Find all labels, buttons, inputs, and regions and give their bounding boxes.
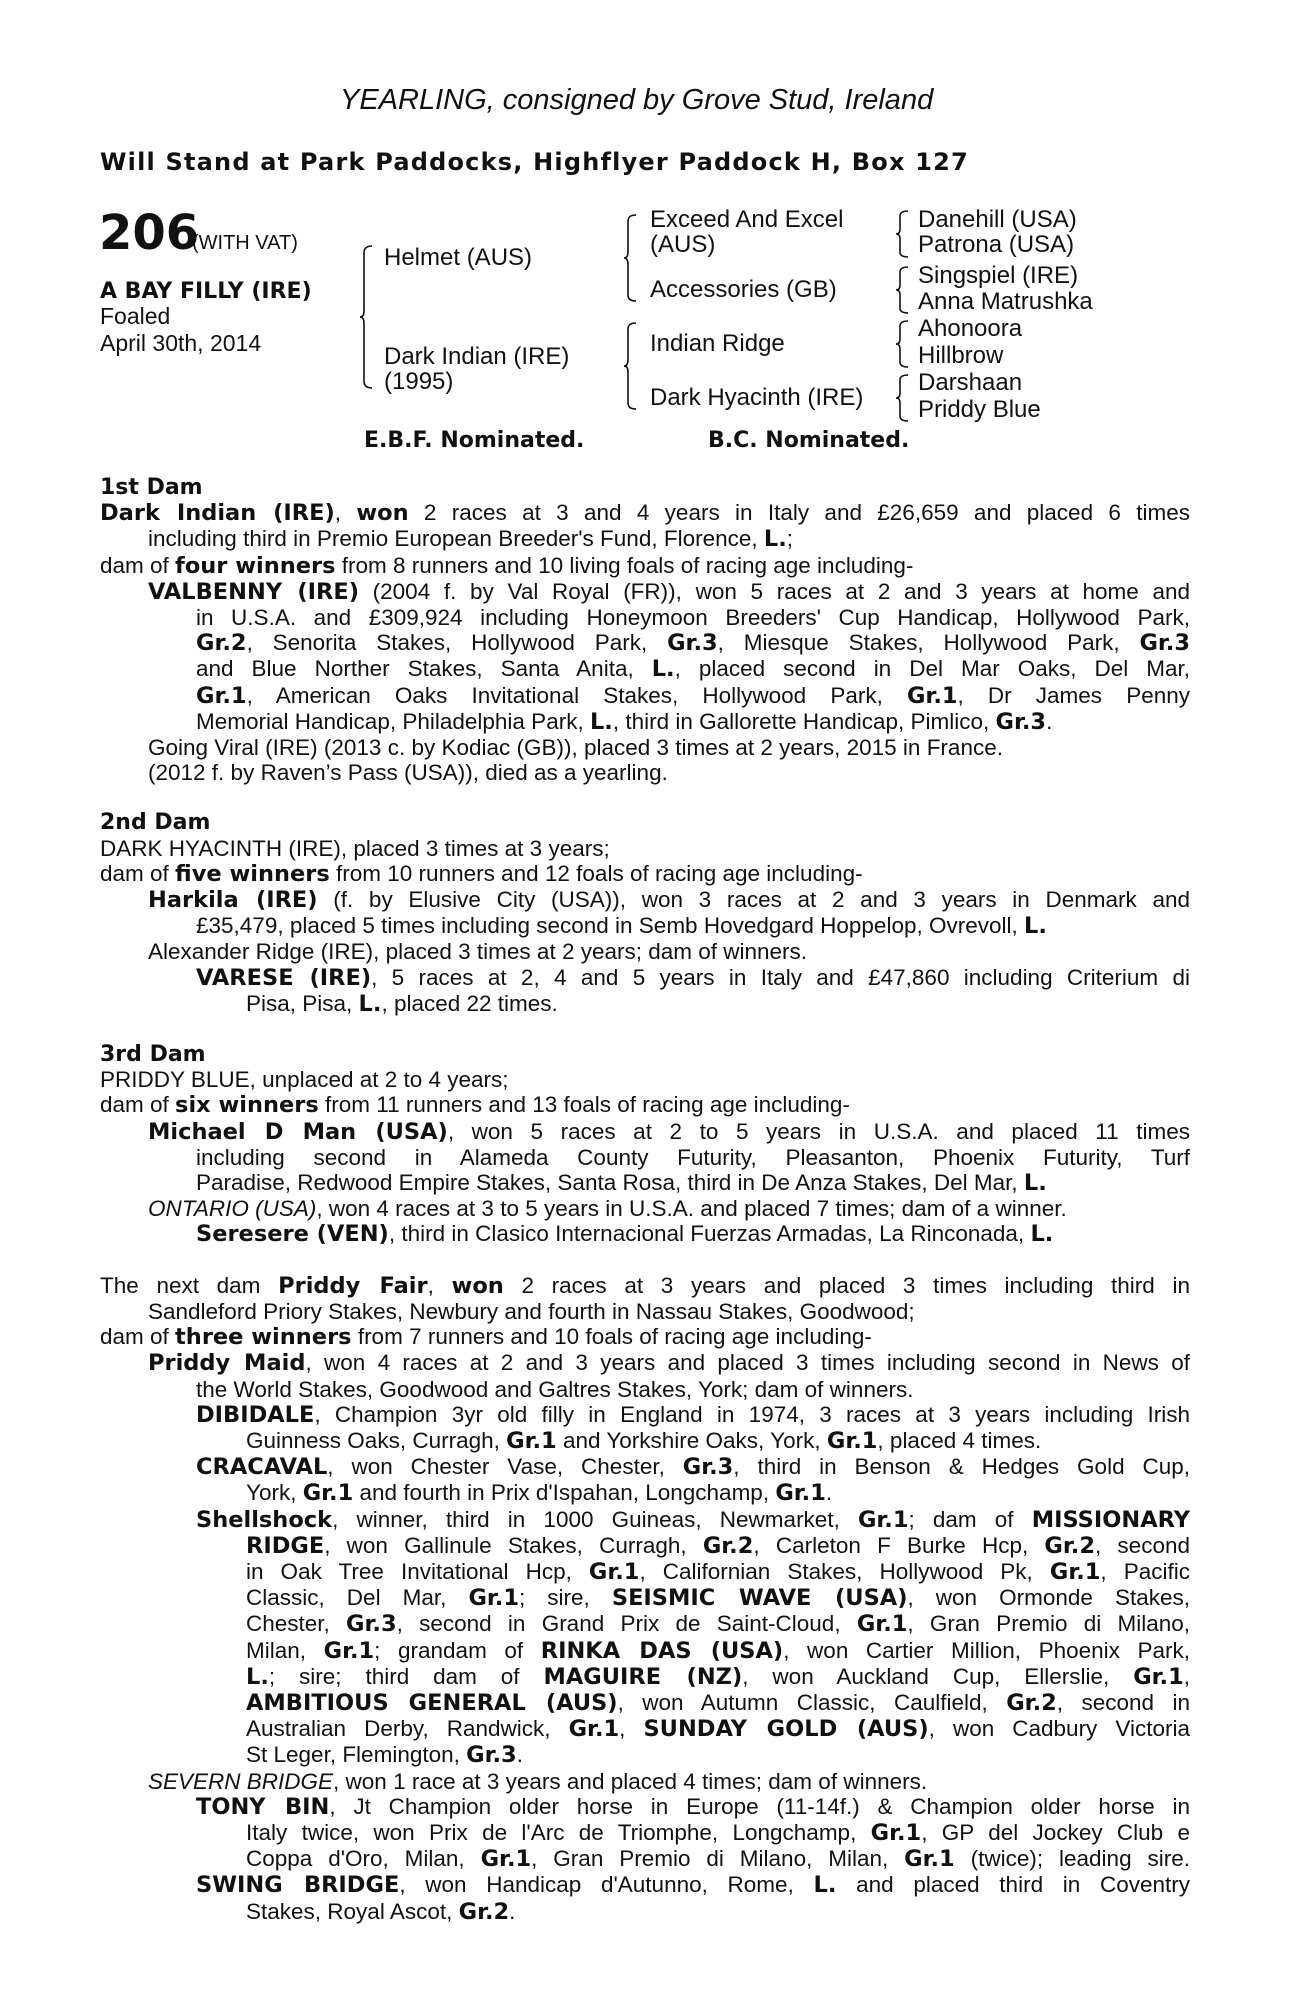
first-dam-line [100, 526, 1190, 552]
text: , won Cadbury Victoria [928, 1716, 1190, 1742]
progeny-line [100, 1611, 1190, 1637]
sire-sire-line1: Exceed And Excel [650, 206, 844, 233]
text: , Pacific [1100, 1558, 1190, 1584]
won-label: won [451, 1272, 504, 1299]
text: £35,479, placed 5 times including second in Semb Hovedgard Hoppelop, Ovrevoll, [196, 913, 1024, 939]
next-dam-line [100, 1273, 1190, 1299]
grade: Gr.2 [1044, 1532, 1095, 1559]
grade: L. [246, 1663, 269, 1690]
progeny-line [100, 1585, 1190, 1611]
grade: Gr.1 [856, 1611, 908, 1638]
grade: Gr.1 [857, 1506, 909, 1533]
progeny-line [100, 1872, 1190, 1898]
gsire-3: Ahonoora [918, 315, 1023, 342]
pedigree-brace-g56 [896, 320, 910, 368]
text: in U.S.A. and £309,924 including Honeymoon Breeders' Cup Handicap, Hollywood Park, [196, 605, 1190, 631]
progeny-line [100, 1402, 1190, 1428]
winners-count: four winners [175, 552, 336, 579]
progeny-line [100, 1820, 1190, 1846]
gdam-1: Patrona (USA) [918, 231, 1075, 258]
foaled-label: Foaled [100, 303, 171, 329]
grade: Gr.1 [506, 1427, 557, 1454]
text: , won Handicap d'Autunno, Rome, [399, 1872, 814, 1898]
horse-name: VALBENNY (IRE) [148, 578, 359, 605]
text: , won Ormonde Stakes, [907, 1585, 1190, 1611]
grade: Gr.1 [906, 682, 958, 709]
grade: Gr.3 [466, 1742, 517, 1769]
horse-name: RIDGE [246, 1532, 325, 1559]
horse-name: Michael D Man (USA) [148, 1118, 448, 1145]
pedigree-brace-main [360, 245, 374, 390]
progeny-line [100, 1716, 1190, 1742]
dam-line2: (1995) [384, 368, 454, 395]
text: , third in Clasico Internacional Fuerzas Armadas, La Rinconada, [388, 1221, 1031, 1247]
progeny-line [100, 683, 1190, 709]
progeny-line [100, 1170, 1190, 1196]
progeny-line [100, 1690, 1190, 1716]
text: , Gran Premio di Milano, Milan, [531, 1846, 905, 1872]
horse-name: Priddy Maid [148, 1350, 306, 1377]
text: , second in Grand Prix de Saint-Cloud, [396, 1611, 857, 1637]
progeny-line [100, 1559, 1190, 1585]
text: ; sire, [519, 1585, 612, 1611]
progeny-line: Alexander Ridge (IRE), placed 3 times at 2 years; dam of winners. [148, 939, 808, 965]
first-dam-line: Dark Indian (IRE), won 2 races at 3 and 4 years in Italy and £26,659 and placed 6 times [100, 500, 1190, 527]
text: , Champion 3yr old filly in England in 1974, 3 races at 3 years including Irish [314, 1401, 1190, 1427]
progeny-line [100, 1454, 1190, 1480]
pedigree-brace-dam [624, 322, 638, 410]
lot-number: 206 [99, 205, 200, 261]
next-dam-line [100, 1324, 1190, 1350]
grade: Gr.1 [775, 1480, 826, 1507]
dam-line1: Dark Indian (IRE) [384, 343, 570, 370]
text: from 7 runners and 10 foals of racing age including- [351, 1324, 872, 1350]
foaled-date: April 30th, 2014 [100, 330, 262, 356]
grade: Gr.1 [588, 1558, 640, 1585]
text: ; [786, 526, 794, 552]
text: , Jt Champion older horse in Europe (11-14f.) & Champion older horse in [329, 1793, 1190, 1819]
grade: Gr.1 [1049, 1558, 1101, 1585]
text: Stakes, Royal Ascot, [246, 1898, 459, 1924]
text: , second in [1056, 1689, 1190, 1715]
progeny-line [100, 913, 1190, 939]
ebf-nominated: E.B.F. Nominated. [364, 428, 585, 453]
text: dam of [100, 860, 176, 886]
text: , Miesque Stakes, Hollywood Park, [717, 630, 1140, 656]
gsire-2: Singspiel (IRE) [918, 262, 1079, 289]
progeny-line [100, 887, 1190, 913]
text: Italy twice, won Prix de l'Arc de Triomphe, Longchamp, [246, 1819, 871, 1845]
third-dam-line [100, 1092, 1190, 1118]
grade: L. [1023, 1170, 1047, 1197]
horse-name: VARESE (IRE) [196, 964, 372, 991]
horse-name: SUNDAY GOLD (AUS) [643, 1716, 929, 1743]
grade: L. [589, 708, 613, 735]
gdam-3: Hillbrow [918, 342, 1004, 369]
progeny-line [100, 1899, 1190, 1925]
progeny-line [100, 630, 1190, 656]
progeny-line [100, 709, 1190, 735]
text: Milan, [246, 1637, 324, 1663]
stand-location: Will Stand at Park Paddocks, Highflyer Paddock H, Box 127 [100, 148, 969, 176]
text: , won Chester Vase, Chester, [327, 1454, 683, 1480]
progeny-line [100, 965, 1190, 991]
grade: Gr.3 [682, 1454, 734, 1481]
grade: Gr.2 [1006, 1689, 1057, 1716]
progeny-line [100, 605, 1190, 630]
text: , won 4 races at 2 and 3 years and placed 3 times including second in News of [305, 1350, 1190, 1376]
pedigree-brace-g12 [896, 210, 910, 258]
text: , won Auckland Cup, Ellerslie, [742, 1663, 1134, 1689]
text: , Gran Premio di Milano, [907, 1611, 1191, 1637]
text: 2 races at 3 years and placed 3 times including third in [503, 1272, 1190, 1298]
horse-name: CRACAVAL [196, 1454, 328, 1481]
text: dam of [100, 552, 176, 578]
first-dam-heading: 1st Dam [100, 475, 203, 500]
text: Memorial Handicap, Philadelphia Park, [196, 708, 590, 734]
text: from 10 runners and 12 foals of racing age including- [329, 860, 863, 886]
progeny-line [100, 1119, 1190, 1145]
grade: Gr.1 [302, 1480, 354, 1507]
text: , [427, 1272, 452, 1298]
grade: Gr.1 [196, 682, 247, 709]
text: , placed 4 times. [877, 1427, 1042, 1453]
grade: Gr.1 [904, 1846, 955, 1873]
text: , won Gallinule Stakes, Curragh, [324, 1532, 703, 1558]
text: , Californian Stakes, Hollywood Pk, [639, 1558, 1050, 1584]
grade: Gr.2 [196, 630, 247, 657]
text: , placed second in Del Mar Oaks, Del Mar, [674, 656, 1190, 682]
text: , winner, third in 1000 Guineas, Newmarket, [332, 1506, 858, 1532]
text: including third in Premio European Breeder's Fund, Florence, [148, 526, 764, 552]
progeny-line [100, 1221, 1190, 1247]
winners-count: six winners [175, 1092, 319, 1119]
text: , GP del Jockey Club e [921, 1819, 1191, 1845]
text: including second in Alameda County Futurity, Pleasanton, Phoenix Futurity, Turf [196, 1144, 1190, 1170]
gsire-1: Danehill (USA) [918, 206, 1077, 233]
gdam-2: Anna Matrushka [918, 288, 1093, 315]
first-dam-name: Dark Indian (IRE) [100, 500, 335, 527]
next-dam-line: Sandleford Priory Stakes, Newbury and fourth in Nassau Stakes, Goodwood; [148, 1298, 915, 1324]
text: dam of [100, 1324, 176, 1350]
winners-count: five winners [175, 860, 330, 887]
text: , Dr James Penny [957, 682, 1190, 708]
progeny-line [100, 1145, 1190, 1170]
text: , [1183, 1663, 1191, 1689]
horse-name: Seresere (VEN) [196, 1221, 389, 1248]
grade: Gr.2 [458, 1898, 510, 1925]
text: , won 5 races at 2 to 5 years in U.S.A. and placed 11 times [447, 1118, 1190, 1144]
text: . [516, 1742, 523, 1768]
progeny-line [100, 656, 1190, 682]
grade: Gr.1 [870, 1819, 922, 1846]
vat-note: (WITH VAT) [192, 232, 298, 254]
third-dam-heading: 3rd Dam [100, 1042, 206, 1068]
grade: Gr.3 [667, 630, 718, 657]
dam-dam: Dark Hyacinth (IRE) [650, 384, 864, 411]
progeny-line [100, 1769, 1190, 1794]
horse-name: MAGUIRE (NZ) [543, 1663, 743, 1690]
pedigree-brace-g34 [896, 266, 910, 314]
progeny-line [100, 1638, 1190, 1664]
text: . [509, 1898, 516, 1924]
sire-dam: Accessories (GB) [650, 276, 837, 303]
text: Pisa, Pisa, [246, 990, 359, 1016]
horse-name: Priddy Fair [278, 1272, 428, 1299]
grade: Gr.2 [702, 1532, 754, 1559]
grade: Gr.1 [323, 1637, 375, 1664]
text: from 11 runners and 13 foals of racing age including- [318, 1092, 850, 1118]
text: and placed third in Coventry [836, 1872, 1190, 1898]
text: and fourth in Prix d'Ispahan, Longchamp, [353, 1480, 776, 1506]
text: dam of [100, 1092, 176, 1118]
grade: L. [651, 656, 675, 683]
pedigree-brace-g78 [896, 374, 910, 422]
grade: L. [763, 526, 787, 553]
horse-name: MISSIONARY [1031, 1506, 1190, 1533]
text: ; grandam of [374, 1637, 541, 1663]
text: , American Oaks Invitational Stakes, Hollywood Park, [246, 682, 907, 708]
horse-name: Shellshock [196, 1506, 333, 1533]
text: , third in Gallorette Handicap, Pimlico, [612, 708, 996, 734]
text: (2004 f. by Val Royal (FR)), won 5 races at 2 and 3 years at home and [359, 578, 1190, 604]
bc-nominated: B.C. Nominated. [708, 428, 910, 453]
grade: L. [1030, 1221, 1054, 1248]
text: 2 races at 3 and 4 years in Italy and £26,659 and placed 6 times [408, 500, 1190, 526]
grade: Gr.1 [1133, 1663, 1184, 1690]
grade: L. [358, 990, 382, 1017]
text: Guinness Oaks, Curragh, [246, 1427, 507, 1453]
text: (twice); leading sire. [954, 1846, 1190, 1872]
sire-sire-line2: (AUS) [650, 231, 716, 258]
text: and Yorkshire Oaks, York, [556, 1427, 827, 1453]
text: The next dam [100, 1272, 279, 1298]
progeny-line [100, 991, 1190, 1017]
progeny-line [100, 1664, 1190, 1690]
text: , Senorita Stakes, Hollywood Park, [246, 630, 668, 656]
progeny-line [100, 1533, 1190, 1559]
grade: Gr.1 [480, 1846, 532, 1873]
lot-name: A BAY FILLY (IRE) [100, 279, 312, 304]
text: . [825, 1480, 833, 1506]
text: , won 1 race at 3 years and placed 4 times; dam of winners. [333, 1768, 928, 1794]
text: , placed 22 times. [381, 990, 558, 1016]
horse-name: AMBITIOUS GENERAL (AUS) [246, 1689, 618, 1716]
text: (f. by Elusive City (USA)), won 3 races at 2 and 3 years in Denmark and [317, 887, 1190, 913]
progeny-line [100, 1428, 1190, 1454]
second-dam-heading: 2nd Dam [100, 810, 211, 836]
horse-name: RINKA DAS (USA) [540, 1637, 784, 1664]
gsire-4: Darshaan [918, 369, 1023, 396]
gdam-4: Priddy Blue [918, 396, 1041, 423]
text: , third in Benson & Hedges Gold Cup, [733, 1454, 1190, 1480]
text: York, [246, 1480, 303, 1506]
grade: Gr.1 [826, 1427, 878, 1454]
horse-name: TONY BIN [196, 1793, 330, 1820]
text: , won Cartier Million, Phoenix Park, [783, 1637, 1191, 1663]
horse-name: SWING BRIDGE [196, 1872, 400, 1899]
text: Classic, Del Mar, [246, 1585, 469, 1611]
grade: Gr.1 [568, 1716, 620, 1743]
progeny-line [100, 1480, 1190, 1506]
grade: Gr.3 [995, 708, 1047, 735]
text: , [619, 1716, 644, 1742]
progeny-line [100, 1350, 1190, 1376]
horse-name: ONTARIO (USA) [148, 1196, 317, 1222]
second-dam-line: DARK HYACINTH (IRE), placed 3 times at 3 years; [100, 835, 610, 861]
text: Australian Derby, Randwick, [246, 1716, 569, 1742]
horse-name: SEISMIC WAVE (USA) [611, 1585, 908, 1612]
progeny-line: Going Viral (IRE) (2013 c. by Kodiac (GB)), placed 3 times at 2 years, 2015 in France. [148, 735, 1003, 761]
first-dam-line [100, 553, 1190, 579]
sire: Helmet (AUS) [384, 244, 533, 271]
progeny-line [100, 1196, 1190, 1221]
horse-name: DIBIDALE [196, 1401, 315, 1428]
text: , Carleton F Burke Hcp, [753, 1532, 1045, 1558]
consignor-heading: YEARLING, consigned by Grove Stud, Ireland [340, 84, 934, 116]
text: ; sire; third dam of [268, 1663, 544, 1689]
horse-name: SEVERN BRIDGE [148, 1768, 334, 1794]
progeny-line: the World Stakes, Goodwood and Galtres Stakes, York; dam of winners. [196, 1376, 914, 1402]
won-label: won [356, 500, 409, 527]
grade: L. [813, 1872, 837, 1899]
text: Paradise, Redwood Empire Stakes, Santa Rosa, third in De Anza Stakes, Del Mar, [196, 1170, 1024, 1196]
text: , 5 races at 2, 4 and 5 years in Italy and £47,860 including Criterium di [371, 964, 1190, 990]
text: , won Autumn Classic, Caulfield, [617, 1689, 1007, 1715]
text: , second [1094, 1532, 1190, 1558]
third-dam-line: PRIDDY BLUE, unplaced at 2 to 4 years; [100, 1067, 509, 1093]
dam-sire: Indian Ridge [650, 330, 785, 357]
second-dam-line [100, 861, 1190, 887]
grade: Gr.1 [468, 1585, 519, 1612]
pedigree-brace-sire [624, 214, 638, 302]
winners-count: three winners [175, 1324, 352, 1351]
progeny-line: (2012 f. by Raven’s Pass (USA)), died as a yearling. [148, 760, 668, 786]
text: and Blue Norther Stakes, Santa Anita, [196, 656, 652, 682]
text: Coppa d'Oro, Milan, [246, 1846, 481, 1872]
progeny-line [100, 1846, 1190, 1872]
text: from 8 runners and 10 living foals of racing age including- [335, 552, 914, 578]
progeny-line [100, 579, 1190, 605]
grade: Gr.3 [346, 1611, 397, 1638]
grade: L. [1024, 913, 1047, 940]
text: St Leger, Flemington, [246, 1742, 467, 1768]
catalogue-body [100, 475, 1190, 1925]
text: in Oak Tree Invitational Hcp, [246, 1558, 589, 1584]
text: ; dam of [908, 1506, 1032, 1532]
text: Chester, [246, 1611, 347, 1637]
progeny-line [100, 1742, 1190, 1768]
horse-name: Harkila (IRE) [148, 887, 318, 914]
grade: Gr.3 [1139, 630, 1190, 657]
text: , won 4 races at 3 to 5 years in U.S.A. and placed 7 times; dam of a winner. [316, 1196, 1067, 1222]
progeny-line [100, 1507, 1190, 1533]
text: . [1046, 708, 1053, 734]
progeny-line [100, 1794, 1190, 1820]
